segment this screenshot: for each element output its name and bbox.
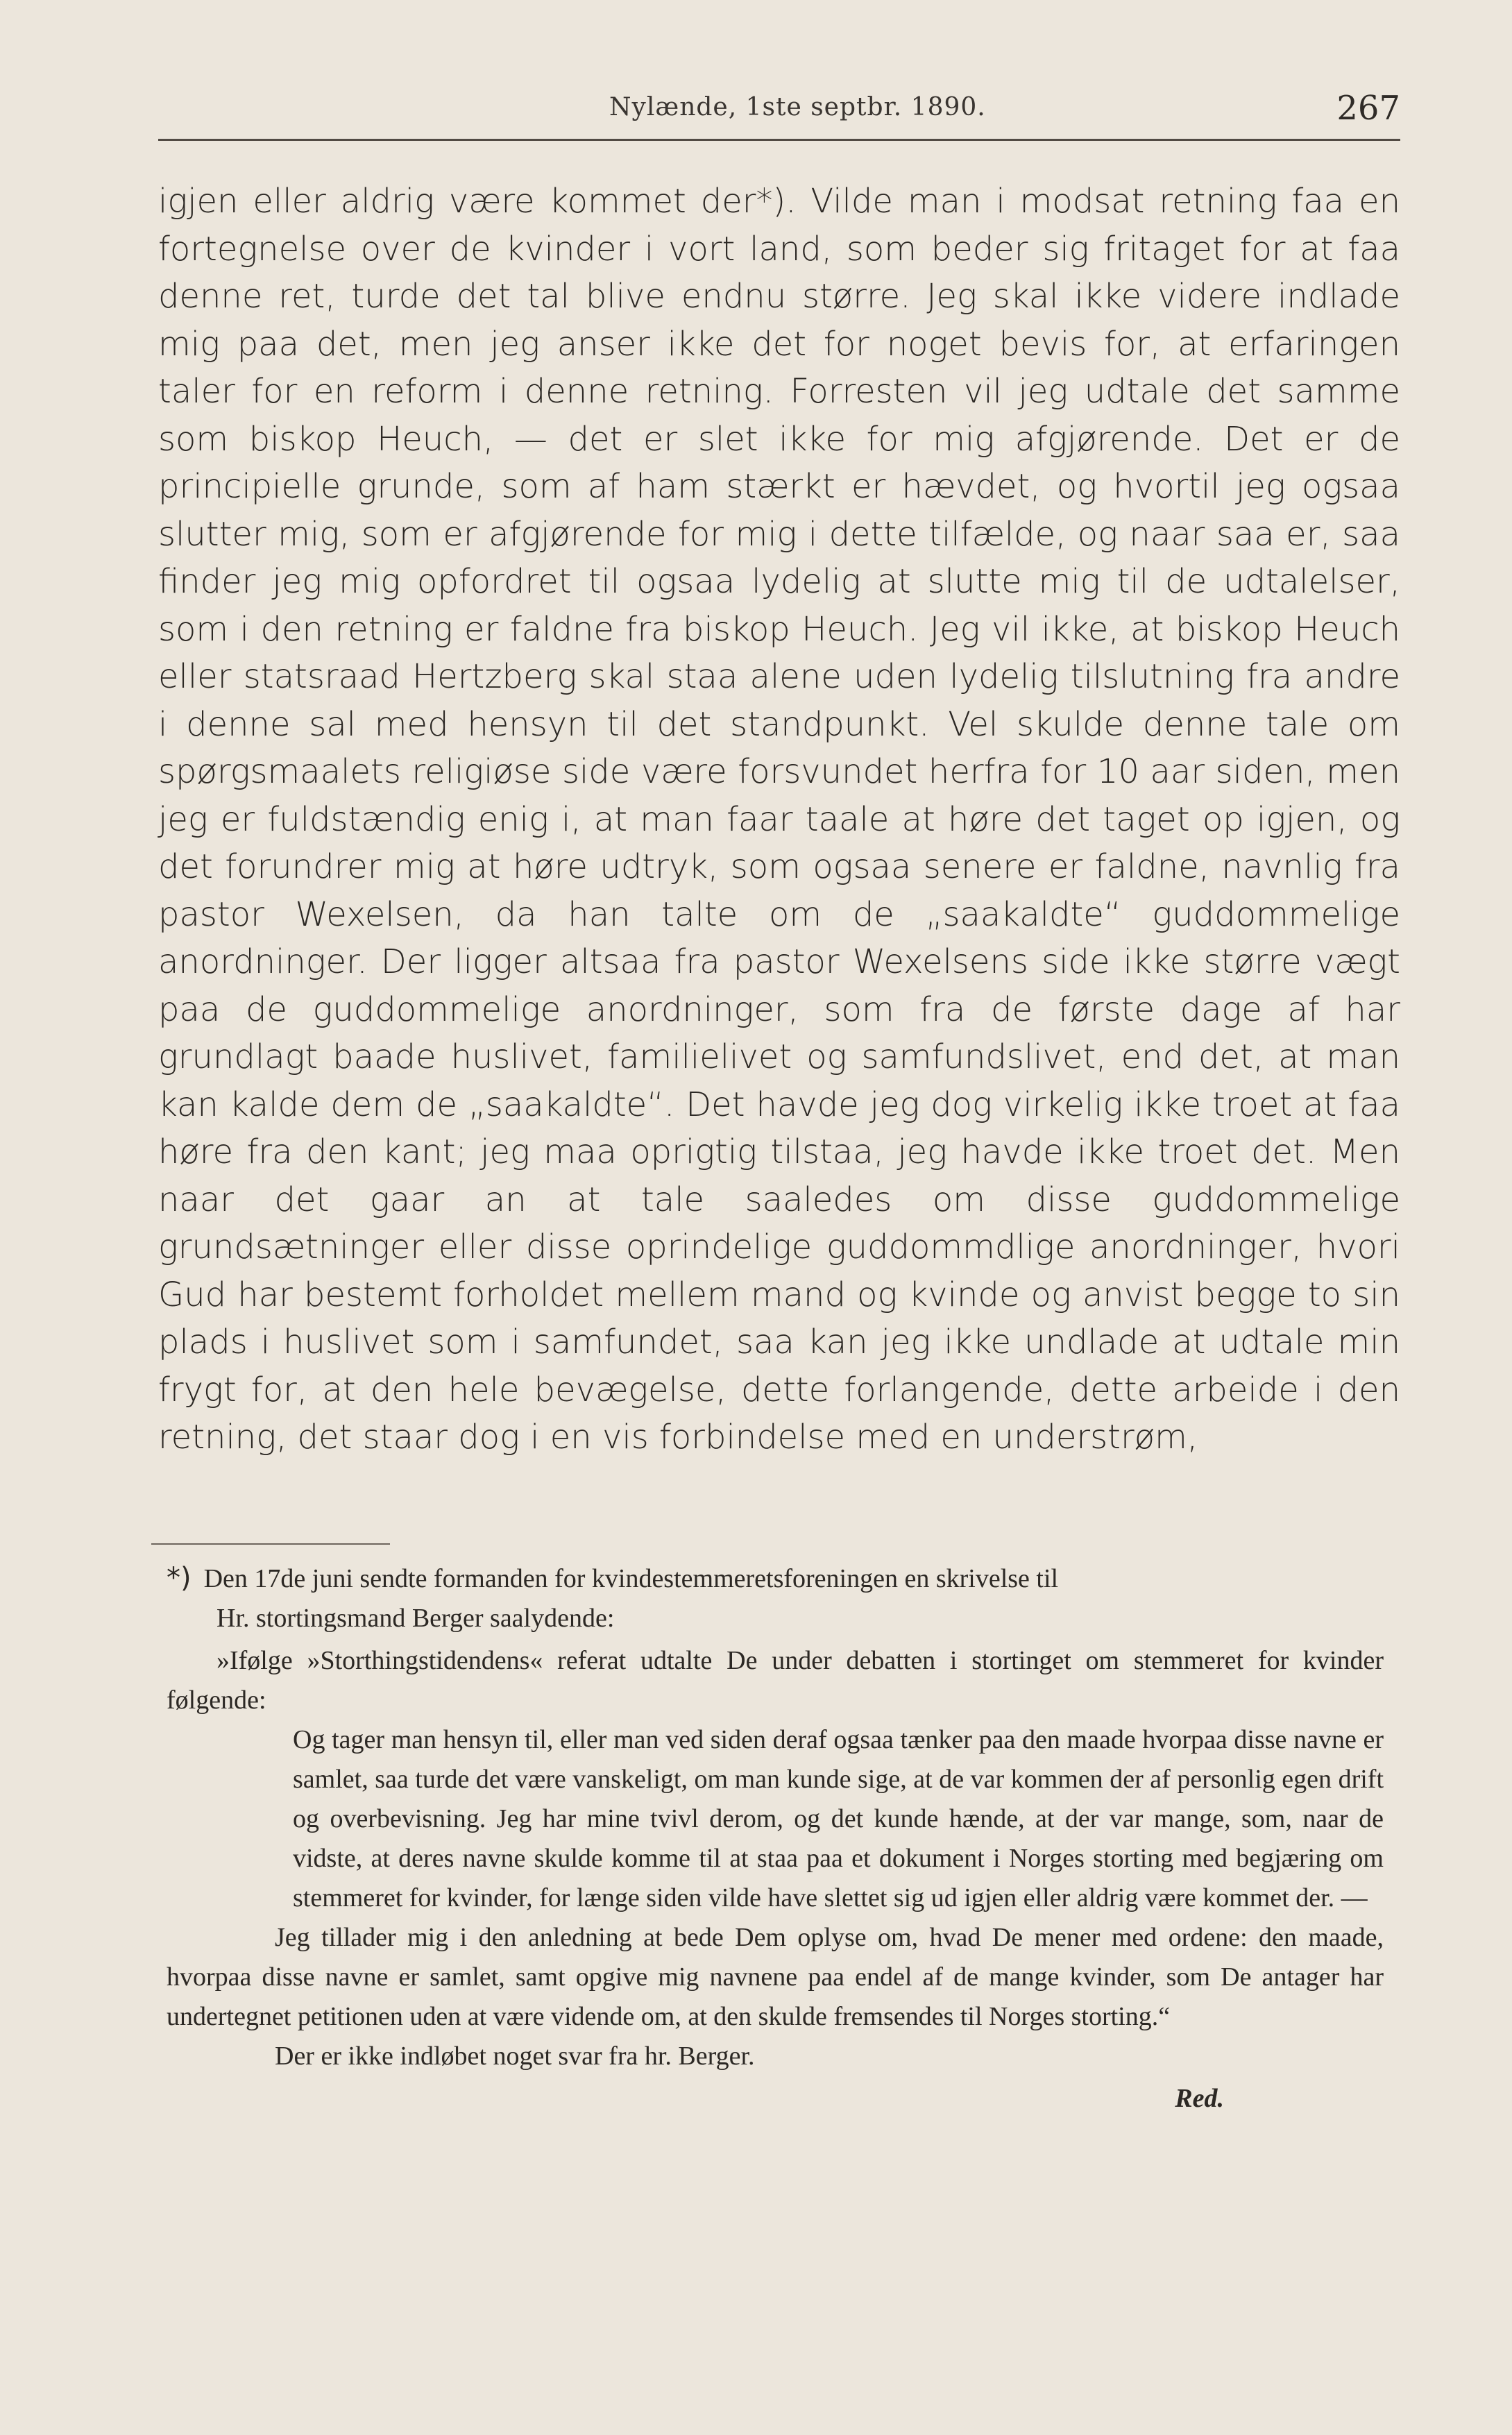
page-number: 267 bbox=[1336, 89, 1400, 128]
footnote bbox=[167, 1559, 1384, 2119]
footnote-intro bbox=[167, 1559, 1384, 1599]
running-title: Nylænde, 1ste septbr. 1890. bbox=[609, 93, 986, 121]
footnote-marker: *) bbox=[167, 1562, 192, 1594]
footnote-quoted-statement: Og tager man hensyn til, eller man ved siden deraf ogsaa tænker paa den maade hvorpaa disse navne er samlet, saa turde det være vanskeligt, om man kunde sige, at de var kommen der af personlig egen drift og overbevisning. Jeg har mine tvivl derom, og det kunde hænde, at der var mange, som, naar de vidste, at deres navne skulde komme til at staa paa et dokument i Norges storting med begjæring om stemmeret for kvinder, for længe siden vilde have slettet sig ud igjen eller aldrig være kommet der. — bbox=[293, 1725, 1384, 1912]
header-rule bbox=[158, 139, 1400, 141]
footnote-intro-line1: Den 17de juni sendte formanden for kvindestemmeretsforeningen en skrivelse til bbox=[203, 1564, 1059, 1593]
body-paragraph: igjen eller aldrig være kommet der*). Vilde man i modsat retning faa en fortegnelse over de kvinder i vort land, som beder sig fritaget for at faa denne ret, turde det tal blive endnu større. Jeg skal ikke videre indlade mig paa det, men jeg anser ikke det for noget bevis for, at erfaringen taler for en reform i denne retning. Forresten vil jeg udtale det samme som biskop Heuch, — det er slet ikke for mig afgjørende. Det er de principielle grunde, som af ham stærkt er hævdet, og hvortil jeg ogsaa slutter mig, som er afgjørende for mig i dette tilfælde, og naar saa er, saa finder jeg mig opfordret til ogsaa lydelig at slutte mig til de udtalelser, som i den retning er faldne fra biskop Heuch. Jeg vil ikke, at biskop Heuch eller statsraad Hertzberg skal staa alene uden lydelig tilslutning fra andre i denne sal med hensyn til det standpunkt. Vel skulde denne tale om spørgsmaalets religiøse side være forsvundet herfra for 10 aar siden, men jeg er fuldstændig enig i, at man faar taale at høre det taget op igjen, og det forundrer mig at høre udtryk, som ogsaa senere er faldne, navnlig fra pastor Wexelsen, da han talte om de „saakaldte“ guddommelige anordninger. Der ligger altsaa fra pastor Wexelsens side ikke større vægt paa de guddommelige anordninger, som fra de første dage af har grundlagt baade huslivet, familielivet og samfundslivet, end det, at man kan kalde dem de „saakaldte“. Det havde jeg dog virkelig ikke troet at faa høre fra den kant; jeg maa oprigtig tilstaa, jeg havde ikke troet det. Men naar det gaar an at tale saaledes om disse guddommelige grundsætninger eller disse oprindelige guddommdlige anordninger, hvori Gud har bestemt forholdet mellem mand og kvinde og anvist begge to sin plads i huslivet som i samfundet, saa kan jeg ikke undlade at udtale min frygt for, at den hele bevægelse, dette forlangende, dette arbeide i den retning, det staar dog i en vis forbindelse med en understrøm, bbox=[158, 182, 1400, 1457]
footnote-intro-line2: Hr. stortingsmand Berger saalydende: bbox=[216, 1604, 615, 1633]
editor-signature: Red. bbox=[1175, 2084, 1224, 2113]
footnote-request: Jeg tillader mig i den anledning at bede Dem oplyse om, hvad De mener med ordene: den maade, hvorpaa disse navne er samlet, samt opgive mig navnene paa endel af de mange kvinder, som De antager har undertegnet petitionen uden at være vidende om, at den skulde fremsendes til Norges storting.“ bbox=[167, 1923, 1384, 2031]
footnote-separator bbox=[151, 1543, 390, 1545]
main-text bbox=[158, 178, 1400, 1461]
footnote-editor-note: Der er ikke indløbet noget svar fra hr. Berger. bbox=[275, 2042, 755, 2071]
footnote-quote-intro: »Ifølge »Storthingstidendens« referat udtalte De under debatten i stortinget om stemmeret for kvinder følgende: bbox=[167, 1646, 1384, 1715]
page-header bbox=[158, 89, 1400, 144]
